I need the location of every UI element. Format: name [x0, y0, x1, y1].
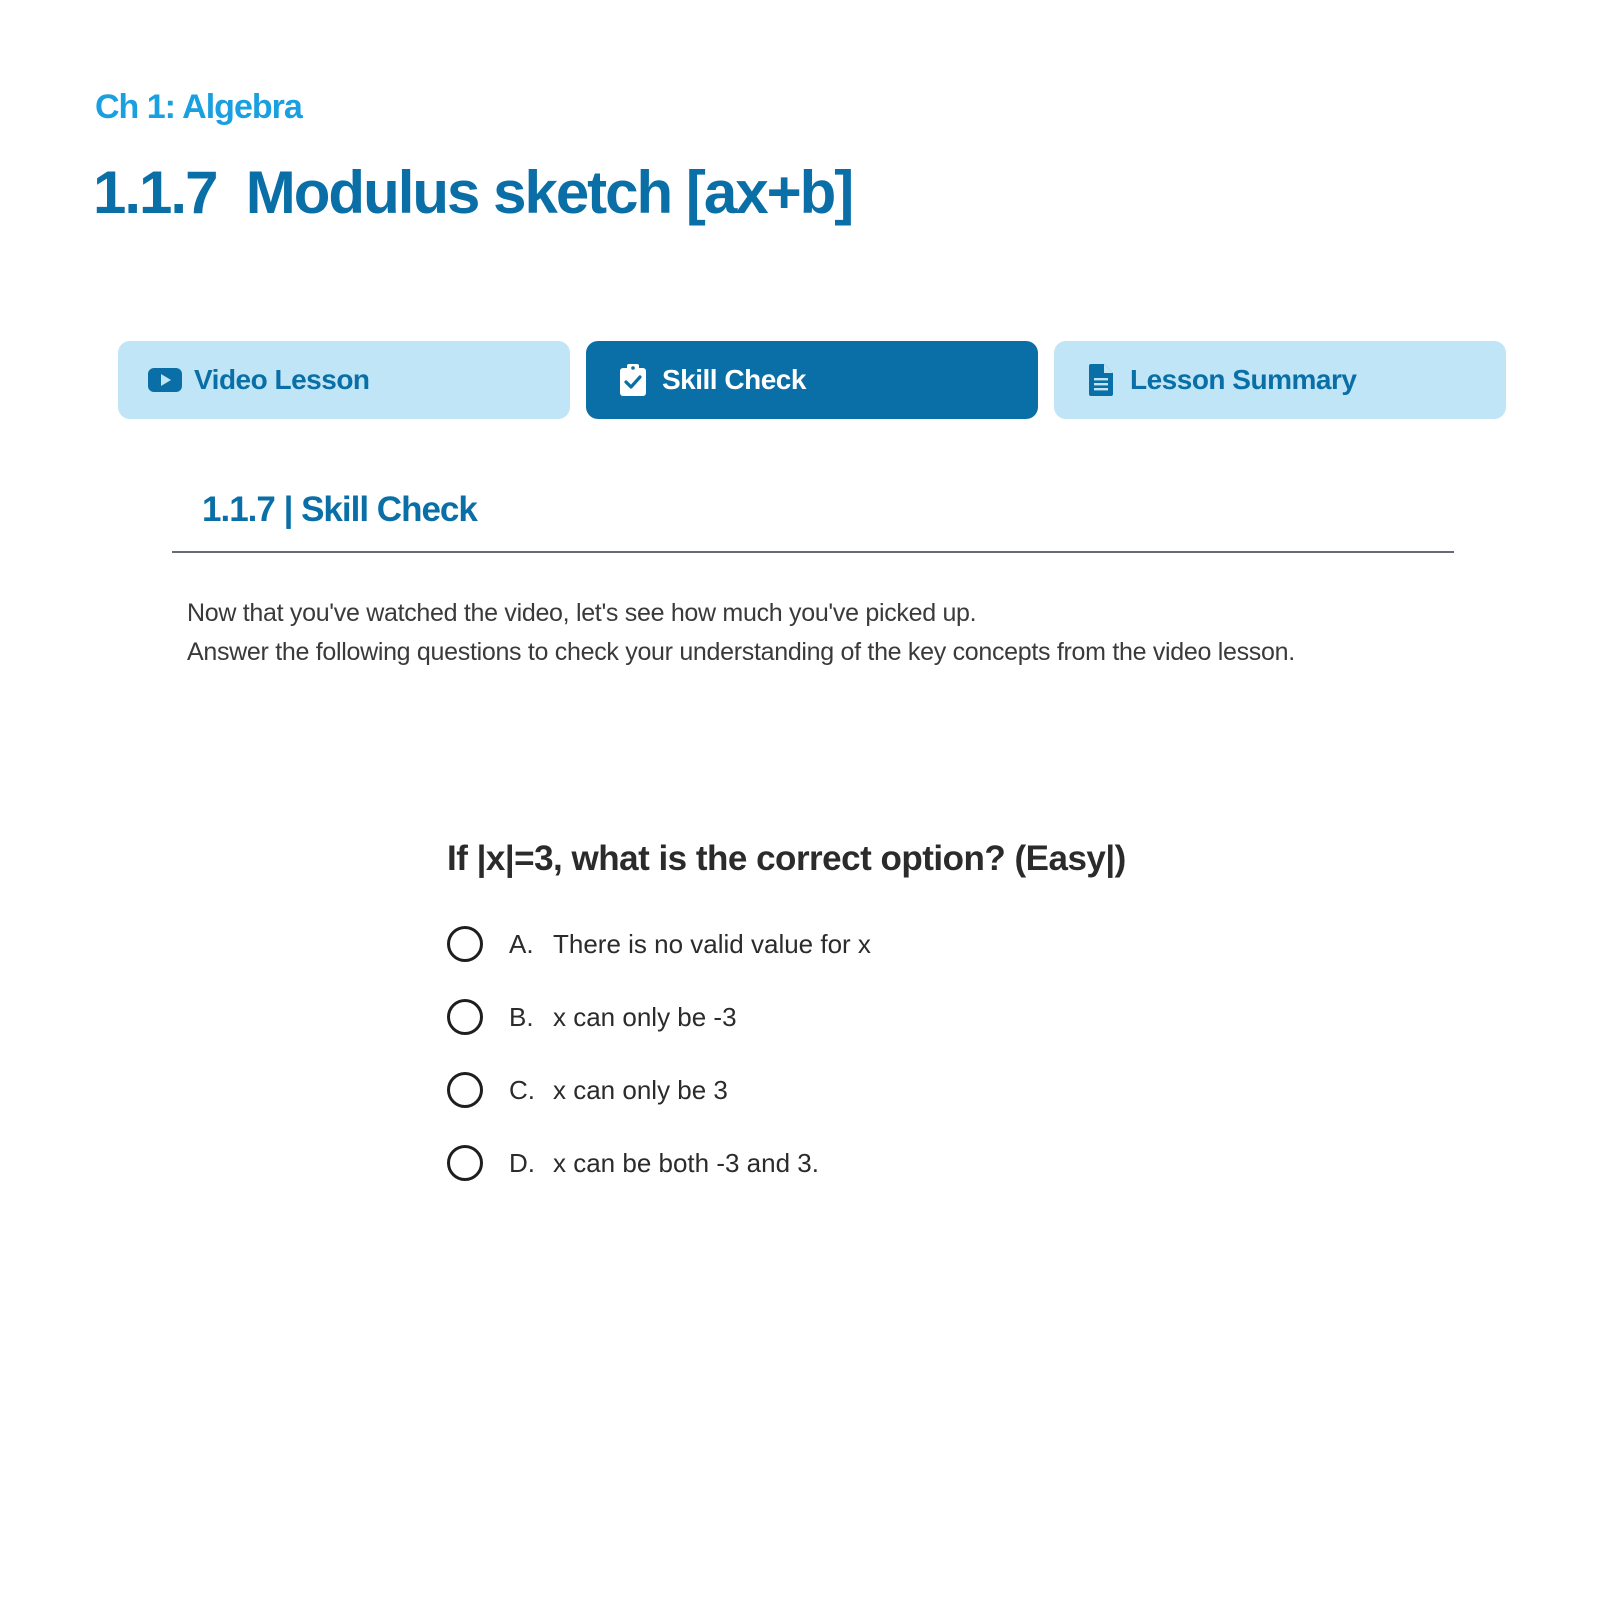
clipboard-check-icon	[616, 363, 650, 397]
radio-button[interactable]	[447, 926, 483, 962]
chapter-label: Ch 1: Algebra	[95, 88, 302, 126]
option-text: There is no valid value for x	[553, 928, 871, 959]
document-icon	[1084, 363, 1118, 397]
option-letter: A.	[509, 928, 534, 959]
section-title: 1.1.7 | Skill Check	[202, 490, 477, 529]
option-c[interactable]	[447, 1069, 871, 1111]
option-letter: B.	[509, 1001, 534, 1032]
radio-button[interactable]	[447, 1145, 483, 1181]
section-divider	[172, 551, 1454, 553]
video-play-icon	[148, 363, 182, 397]
option-text: x can only be -3	[553, 1001, 737, 1032]
option-letter: C.	[509, 1074, 535, 1105]
answer-options	[447, 923, 871, 1215]
tab-label: Lesson Summary	[1130, 364, 1357, 395]
option-letter: D.	[509, 1147, 535, 1178]
tab-label: Video Lesson	[194, 364, 370, 395]
radio-button[interactable]	[447, 999, 483, 1035]
radio-button[interactable]	[447, 1072, 483, 1108]
question-text: If |x|=3, what is the correct option? (Easy|)	[447, 839, 1126, 878]
tab-video-lesson[interactable]	[118, 341, 570, 419]
lesson-tabs	[118, 341, 1506, 419]
option-b[interactable]	[447, 996, 871, 1038]
option-text: x can be both -3 and 3.	[553, 1147, 819, 1178]
tab-lesson-summary[interactable]	[1054, 341, 1506, 419]
page-title: 1.1.7 Modulus sketch [ax+b]	[93, 159, 853, 226]
option-text: x can only be 3	[553, 1074, 728, 1105]
intro-text	[187, 594, 1295, 672]
option-d[interactable]	[447, 1142, 871, 1184]
intro-line: Now that you've watched the video, let's see how much you've picked up.	[187, 599, 977, 627]
tab-skill-check[interactable]	[586, 341, 1038, 419]
option-a[interactable]	[447, 923, 871, 965]
tab-label: Skill Check	[662, 364, 806, 395]
intro-line: Answer the following questions to check your understanding of the key concepts from the video lesson.	[187, 638, 1295, 666]
